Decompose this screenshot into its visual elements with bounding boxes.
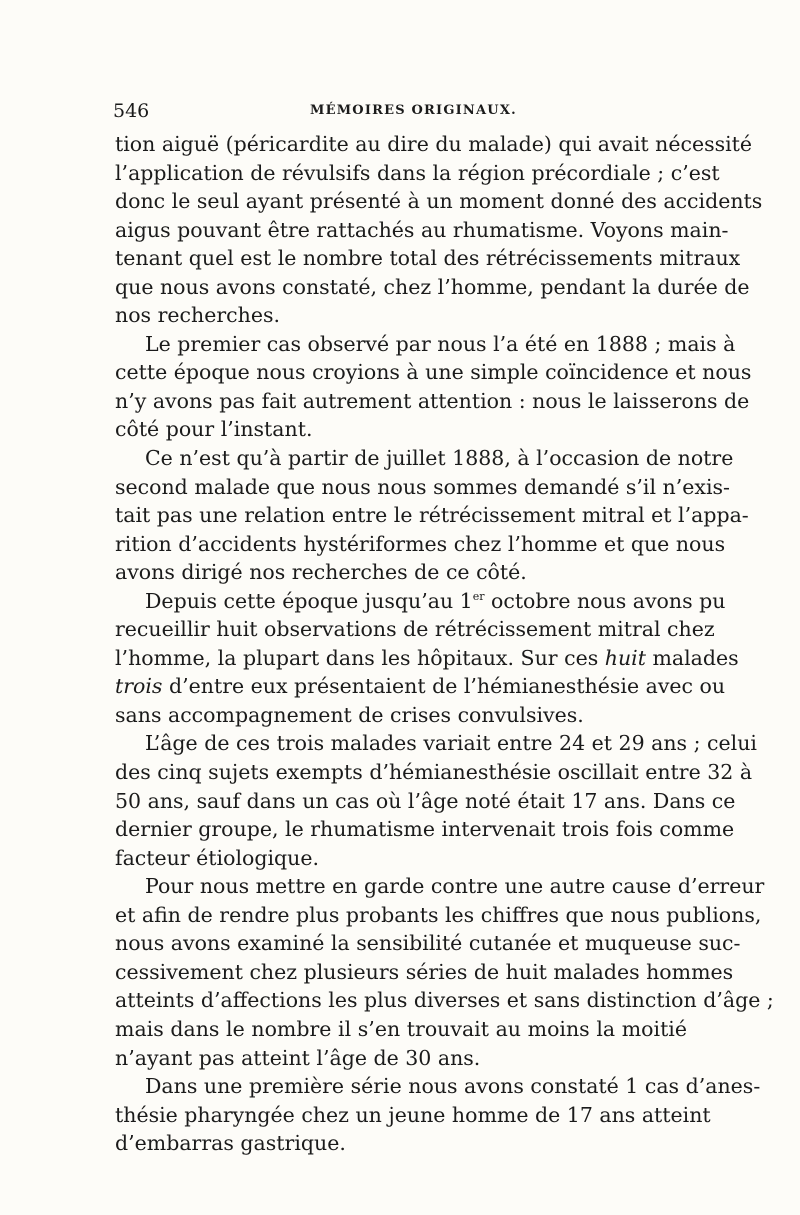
text-line: second malade que nous nous sommes demandé s’il n’exis-	[115, 474, 730, 499]
paragraph-4	[115, 587, 739, 730]
paragraph-2	[115, 330, 752, 444]
text-line: 50 ans, sauf dans un cas où l’âge noté était 17 ans. Dans ce	[115, 788, 736, 813]
text-line: Pour nous mettre en garde contre une autre cause d’erreur	[145, 874, 765, 899]
text-line: l’application de révulsifs dans la région précordiale ; c’est	[115, 160, 720, 185]
text-line: tenant quel est le nombre total des rétrécissements mitraux	[115, 246, 741, 271]
text-segment: d’entre eux présentaient de l’hémianesthésie avec ou	[162, 674, 726, 699]
text-line: dernier groupe, le rhumatisme intervenait trois fois comme	[115, 817, 735, 842]
text-line: mais dans le nombre il s’en trouvait au moins la moitié	[115, 1016, 687, 1041]
body-text	[115, 130, 774, 1158]
text-line	[115, 587, 726, 616]
text-line: atteints d’affections les plus diverses et sans distinction d’âge ;	[115, 988, 774, 1013]
italic-word: trois	[115, 674, 163, 699]
text-line: donc le seul ayant présenté à un moment donné des accidents	[115, 189, 763, 214]
paragraph-7	[115, 1072, 761, 1158]
text-line: côté pour l’instant.	[115, 417, 313, 442]
paragraph-6	[115, 872, 774, 1072]
text-line: tait pas une relation entre le rétrécissement mitral et l’appa-	[115, 503, 749, 528]
text-line: cette époque nous croyions à une simple coïncidence et nous	[115, 360, 752, 385]
superscript: er	[472, 589, 485, 603]
text-line: aigus pouvant être rattachés au rhumatisme. Voyons main-	[115, 217, 729, 242]
text-line: tion aiguë (péricardite au dire du malade) qui avait nécessité	[115, 132, 753, 156]
text-line: Dans une première série nous avons constaté 1 cas d’anes-	[145, 1074, 761, 1099]
text-line	[115, 644, 739, 673]
text-line: et afin de rendre plus probants les chiffres que nous publions,	[115, 902, 762, 927]
text-segment: l’homme, la plupart dans les hôpitaux. Sur ces	[115, 645, 605, 670]
page-number: 546	[113, 100, 150, 122]
text-line: L’âge de ces trois malades variait entre 24 et 29 ans ; celui	[145, 731, 757, 756]
text-line: que nous avons constaté, chez l’homme, pendant la durée de	[115, 274, 750, 299]
text-line: facteur étiologique.	[115, 845, 319, 870]
paragraph-3	[115, 444, 749, 587]
text-line: d’embarras gastrique.	[115, 1131, 346, 1156]
page-header	[113, 98, 687, 124]
text-line	[115, 672, 726, 701]
text-line: rition d’accidents hystériformes chez l’homme et que nous	[115, 531, 726, 556]
text-line: n’y avons pas fait autrement attention : nous le laisserons de	[115, 388, 750, 413]
text-line: n’ayant pas atteint l’âge de 30 ans.	[115, 1045, 481, 1070]
paragraph-5	[115, 729, 757, 872]
text-line: des cinq sujets exempts d’hémianesthésie oscillait entre 32 à	[115, 760, 753, 785]
text-line: Le premier cas observé par nous l’a été en 1888 ; mais à	[145, 331, 736, 356]
text-line: nos recherches.	[115, 303, 280, 328]
running-title: MÉMOIRES ORIGINAUX.	[310, 103, 517, 118]
text-segment: octobre nous avons pu	[484, 588, 726, 613]
text-line: thésie pharyngée chez un jeune homme de 17 ans atteint	[115, 1102, 711, 1127]
text-line: cessivement chez plusieurs séries de huit malades hommes	[115, 959, 734, 984]
text-line: nous avons examiné la sensibilité cutanée et muqueuse suc-	[115, 931, 741, 956]
italic-word: huit	[604, 645, 646, 670]
text-line: avons dirigé nos recherches de ce côté.	[115, 560, 527, 585]
text-line: sans accompagnement de crises convulsives.	[115, 702, 584, 727]
paragraph-1	[115, 130, 763, 330]
text-segment: malades	[645, 645, 739, 670]
text-segment: Depuis cette époque jusqu’au 1	[145, 588, 473, 613]
text-line: recueillir huit observations de rétrécissement mitral chez	[115, 617, 715, 642]
text-line: Ce n’est qu’à partir de juillet 1888, à l’occasion de notre	[145, 446, 734, 471]
